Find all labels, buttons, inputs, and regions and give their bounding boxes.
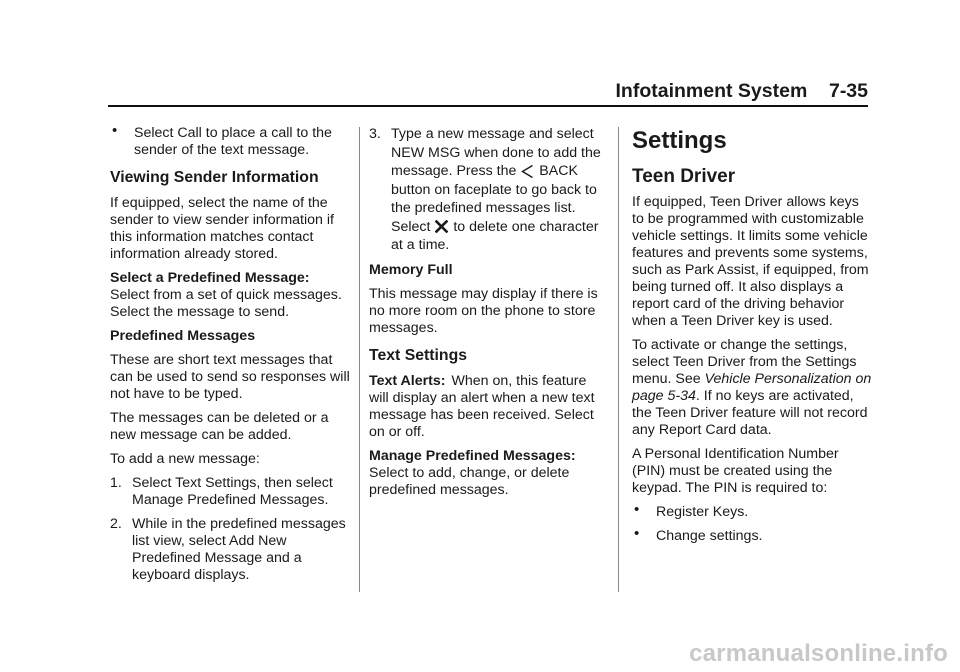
paragraph-memory-full: This message may display if there is no more room on the phone to store messages. — [369, 285, 598, 336]
header-title-line — [616, 80, 869, 103]
heading-settings: Settings — [632, 127, 727, 154]
bullet-register-keys: • Register Keys. — [632, 504, 872, 521]
right-column — [632, 125, 872, 552]
delete-x-icon — [435, 220, 448, 233]
header-title: Infotainment System — [615, 80, 808, 102]
page-header — [108, 80, 868, 107]
bullet-change-settings: • Change settings. — [632, 528, 872, 545]
left-column — [110, 125, 350, 591]
heading-viewing-sender: Viewing Sender Information — [110, 169, 319, 186]
column-divider-1 — [359, 127, 360, 592]
heading-text-settings: Text Settings — [369, 346, 468, 364]
header-rule — [108, 105, 868, 107]
heading-teen-driver: Teen Driver — [632, 166, 736, 187]
watermark: carmanualsonline.info — [689, 640, 948, 667]
label-text-alerts: Text Alerts: — [369, 372, 446, 389]
label-memory-full: Memory Full — [369, 261, 453, 278]
column-divider-2 — [618, 127, 619, 592]
step-3: 3. Type a new message and select NEW MSG when done to add the message. Press the BACK button on faceplate to go back to the predefined messages list. Select to delete one character at a time. — [369, 126, 601, 253]
paragraph-text-alerts: Text Alerts: When on, this feature will display an alert when a new text message has been received. Select on or off. — [369, 372, 595, 440]
bullet-select-call: • Select Call to place a call to the sender of the text message. — [110, 125, 350, 159]
label-manage-predefined: Manage Predefined Messages: — [369, 447, 576, 464]
link-vehicle-personalization[interactable]: Vehicle Personalization on page 5-34 — [632, 371, 872, 404]
paragraph-teen-driver-1: If equipped, Teen Driver allows keys to be programmed with customizable vehicle settings. It limits some vehicle features and prevents some systems, such as Park Assist, if equipped, from being turned off. It also displays a report card of the driving behavior when a Teen Driver key is used. — [632, 194, 869, 329]
paragraph-viewing: If equipped, select the name of the sender to view sender information if this information matches contact information already stored. — [110, 195, 334, 262]
paragraph-to-add: To add a new message: — [110, 451, 260, 467]
header-page-number: 7-35 — [828, 80, 868, 102]
label-predefined-messages: Predefined Messages — [110, 328, 256, 344]
middle-column — [369, 125, 609, 506]
step-2: 2. While in the predefined messages list view, select Add New Predefined Message and a keyboard displays. — [110, 516, 346, 583]
step-1: 1. Select Text Settings, then select Manage Predefined Messages. — [110, 475, 333, 508]
paragraph-select-predefined: Select a Predefined Message: Select from a set of quick messages. Select the message to send. — [110, 270, 342, 320]
back-triangle-icon — [521, 164, 534, 179]
paragraph-manage-predefined: Manage Predefined Messages: Select to add, change, or delete predefined messages. — [369, 447, 576, 498]
paragraph-teen-driver-2: To activate or change the settings, select Teen Driver from the Settings menu. See Vehicle Personalization on page 5-34. If no keys are activated, the Teen Driver feature will not record any Report Card data. — [632, 337, 872, 438]
paragraph-deleted: The messages can be deleted or a new message can be added. — [110, 410, 329, 443]
label-select-predefined: Select a Predefined Message: — [110, 270, 310, 286]
paragraph-short-messages: These are short text messages that can be used to send so responses will not have to be typed. — [110, 352, 350, 402]
paragraph-pin: A Personal Identification Number (PIN) must be created using the keypad. The PIN is required to: — [632, 446, 839, 496]
